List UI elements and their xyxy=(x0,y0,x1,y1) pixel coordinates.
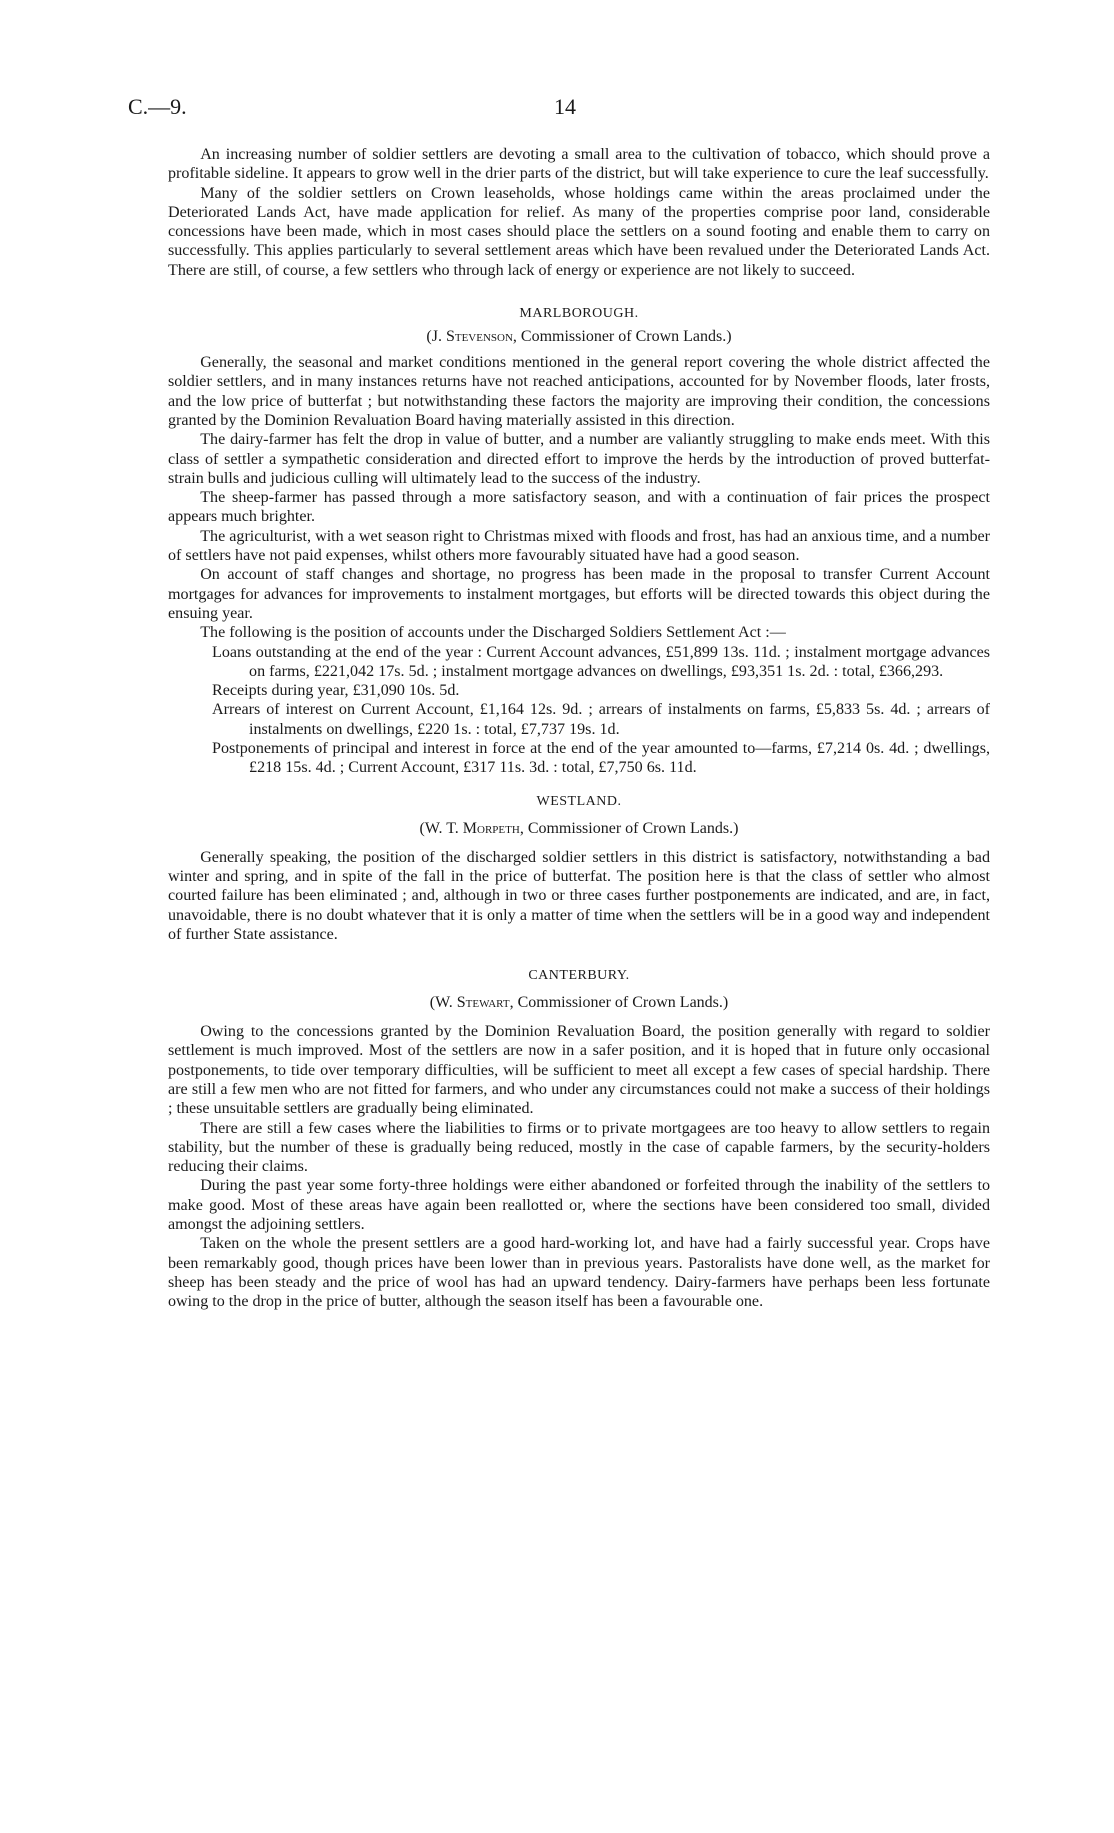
section-heading: CANTERBURY. xyxy=(528,968,630,984)
intro-section xyxy=(168,145,990,280)
paragraph: The dairy-farmer has felt the drop in value of butter, and a number are valiantly struggling to make ends meet. With this class of settler a sympathetic consideration and directed effort to improve the herds by the introduction of proved butterfat-strain bulls and judicious culling will ultimately lead to the success of the industry. xyxy=(168,431,990,487)
account-item: Receipts during year, £31,090 10s. 5d. xyxy=(212,682,460,700)
paragraph: On account of staff changes and shortage, no progress has been made in the proposal to transfer Current Account mortgages for advances for improvements to instalment mortgages, but efforts will be directed towards this object during the ensuing year. xyxy=(168,566,990,622)
page-body xyxy=(168,145,990,1312)
commissioner-name: Stevenson xyxy=(445,328,513,346)
westland-section xyxy=(168,792,990,944)
commissioner-line: (W. Stewart, Commissioner of Crown Lands.) xyxy=(429,994,729,1012)
paragraph: Taken on the whole the present settlers are a good hard-working lot, and have had a fairly successful year. Crops have been remarkably good, though prices have been lower than in previous years. Pastoralists have done well, as the market for sheep has been steady and the price of wool has had an upward tendency. Dairy-farmers have perhaps been less fortunate owing to the drop in the price of butter, although the season itself has been a favourable one. xyxy=(168,1235,990,1311)
paragraph: During the past year some forty-three holdings were either abandoned or forfeited through the inability of the settlers to make good. Most of these areas have again been reallotted or, where the sections have been considered too small, divided amongst the adjoining settlers. xyxy=(168,1177,990,1234)
document-reference: C.—9. xyxy=(128,94,187,119)
paragraph: Generally, the seasonal and market conditions mentioned in the general report covering the whole district affected the soldier settlers, and in many instances returns have not reached anticipations, accounted for by November floods, later frosts, and the low price of butterfat ; but notwithstanding these factors the majority are improving their condition, the concessions granted by the Dominion Revaluation Board having materially assisted in this direction. xyxy=(168,354,990,429)
canterbury-section xyxy=(168,966,990,1311)
commissioner-line: (W. T. Morpeth, Commissioner of Crown Lands.) xyxy=(419,819,739,837)
paragraph: The sheep-farmer has passed through a more satisfactory season, and with a continuation of fair prices the prospect appears much brighter. xyxy=(168,489,990,526)
section-heading: MARLBOROUGH. xyxy=(519,306,639,322)
page-header xyxy=(128,94,988,124)
account-item: Postponements of principal and interest in force at the end of the year amounted to—farms, £7,214 0s. 4d. ; dwellings, £218 15s. 4d. ; Current Account, £317 11s. 3d. : total, £7,750 6s. 11d. xyxy=(212,740,990,777)
paragraph: An increasing number of soldier settlers are devoting a small area to the cultivation of tobacco, which should prove a profitable sideline. It appears to grow well in the drier parts of the district, but will take experience to cure the leaf successfully. xyxy=(168,146,990,183)
page-number: 14 xyxy=(554,94,576,119)
commissioner-name: Stewart xyxy=(456,994,510,1012)
commissioner-line: (J. Stevenson, Commissioner of Crown Lands.) xyxy=(426,328,732,346)
accounts-list xyxy=(212,643,990,778)
account-item: Arrears of interest on Current Account, £1,164 12s. 9d. ; arrears of instalments on farms, £5,833 5s. 4d. ; arrears of instalments on dwellings, £220 1s. : total, £7,737 19s. 1d. xyxy=(212,701,990,738)
paragraph: Owing to the concessions granted by the Dominion Revaluation Board, the position generally with regard to soldier settlement is much improved. Most of the settlers are now in a safer position, and it is hoped that in future only occasional postponements, to tide over temporary difficulties, will be sufficient to meet all except a few cases of special hardship. There are still a few men who are not fitted for farmers, and who under any circumstances could not make a success of their holdings ; these unsuitable settlers are gradually being eliminated. xyxy=(168,1023,990,1118)
account-item: Loans outstanding at the end of the year : Current Account advances, £51,899 13s. 11d. ; instalment mortgage advances on farms, £221,042 17s. 5d. ; instalment mortgage advances on dwellings, £93,351 1s. 2d. : total, £366,293. xyxy=(212,643,990,680)
paragraph: The following is the position of accounts under the Discharged Soldiers Settlement Act :— xyxy=(200,624,786,642)
paragraph: The agriculturist, with a wet season right to Christmas mixed with floods and frost, has had an anxious time, and a number of settlers have not paid expenses, whilst others more favourably situated have had a good season. xyxy=(168,527,990,565)
paragraph: There are still a few cases where the liabilities to firms or to private mortgagees are too heavy to allow settlers to regain stability, but the number of these is gradually being reduced, mostly in the case of capable farmers, by the security-holders reducing their claims. xyxy=(168,1119,990,1176)
marlborough-section xyxy=(168,304,990,778)
paragraph: Generally speaking, the position of the discharged soldier settlers in this district is satisfactory, notwithstanding a bad winter and spring, and in spite of the fall in the price of butterfat. The position here is that the class of settler who almost courted failure has been eliminated ; and, although in two or three cases further postponements are indicated, and are, in fact, unavoidable, there is no doubt whatever that it is only a matter of time when the settlers will be in a good way and independent of further State assistance. xyxy=(168,848,990,943)
section-heading: WESTLAND. xyxy=(536,793,622,809)
commissioner-name: Morpeth xyxy=(462,819,520,837)
paragraph: Many of the soldier settlers on Crown leaseholds, whose holdings came within the areas proclaimed under the Deteriorated Lands Act, have made application for relief. As many of the properties comprise poor land, considerable concessions have been made, which in most cases should place the settlers on a sound footing and enable them to carry on successfully. This applies particularly to several settlement areas which have been revalued under the Deteriorated Lands Act. There are still, of course, a few settlers who through lack of energy or experience are not likely to succeed. xyxy=(168,184,990,279)
